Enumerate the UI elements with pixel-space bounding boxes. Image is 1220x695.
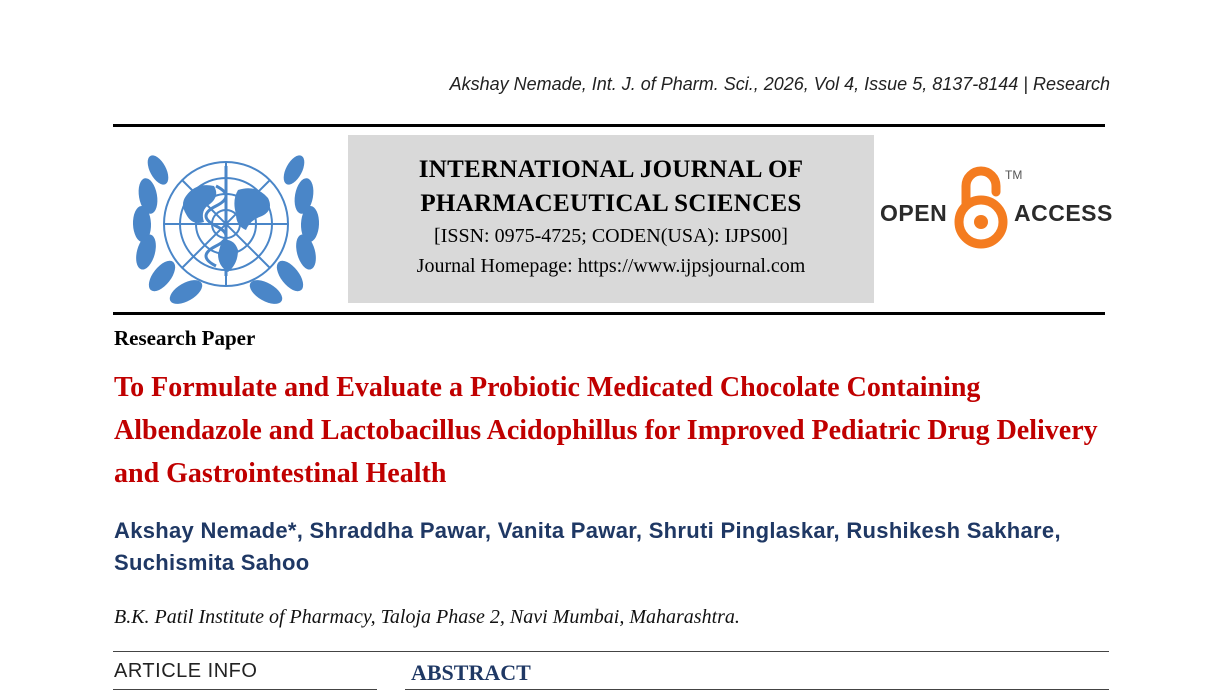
author-affiliation: B.K. Patil Institute of Pharmacy, Taloja Phase 2, Navi Mumbai, Maharashtra. xyxy=(114,606,740,628)
open-access-trademark: TM xyxy=(1005,168,1023,182)
section-divider xyxy=(113,651,1109,652)
laurel-left xyxy=(132,152,206,306)
article-info-heading: ARTICLE INFO xyxy=(114,660,258,682)
paper-type-label: Research Paper xyxy=(114,326,256,350)
journal-title-line2: PHARMACEUTICAL SCIENCES xyxy=(420,190,802,217)
abstract-underline xyxy=(405,689,1109,690)
journal-homepage: Journal Homepage: https://www.ijpsjournal.com xyxy=(416,255,806,277)
citation-header: Akshay Nemade, Int. J. of Pharm. Sci., 2026, Vol 4, Issue 5, 8137-8144 | Research xyxy=(449,74,1110,94)
open-access-text-open: OPEN xyxy=(880,200,948,226)
open-access-text-access: ACCESS xyxy=(1014,200,1113,226)
open-access-lock-icon xyxy=(950,164,1012,250)
article-info-underline xyxy=(113,689,377,690)
author-list: Akshay Nemade*, Shraddha Pawar, Vanita Pawar, Shruti Pinglaskar, Rushikesh Sakhare, Suchismita Sahoo xyxy=(114,518,1061,575)
journal-title-line1: INTERNATIONAL JOURNAL OF xyxy=(418,156,804,183)
un-emblem-logo xyxy=(126,136,326,306)
header-top-rule xyxy=(113,124,1105,127)
journal-masthead xyxy=(348,135,874,303)
abstract-heading: ABSTRACT xyxy=(411,660,531,685)
header-bottom-rule xyxy=(113,312,1105,315)
paper-title: To Formulate and Evaluate a Probiotic Medicated Chocolate Containing Albendazole and Lactobacillus Acidophillus for Improved Pediatric Drug Delivery and Gastrointestinal Health xyxy=(114,372,1098,489)
laurel-right xyxy=(246,152,320,306)
journal-issn: [ISSN: 0975-4725; CODEN(USA): IJPS00] xyxy=(434,225,788,247)
